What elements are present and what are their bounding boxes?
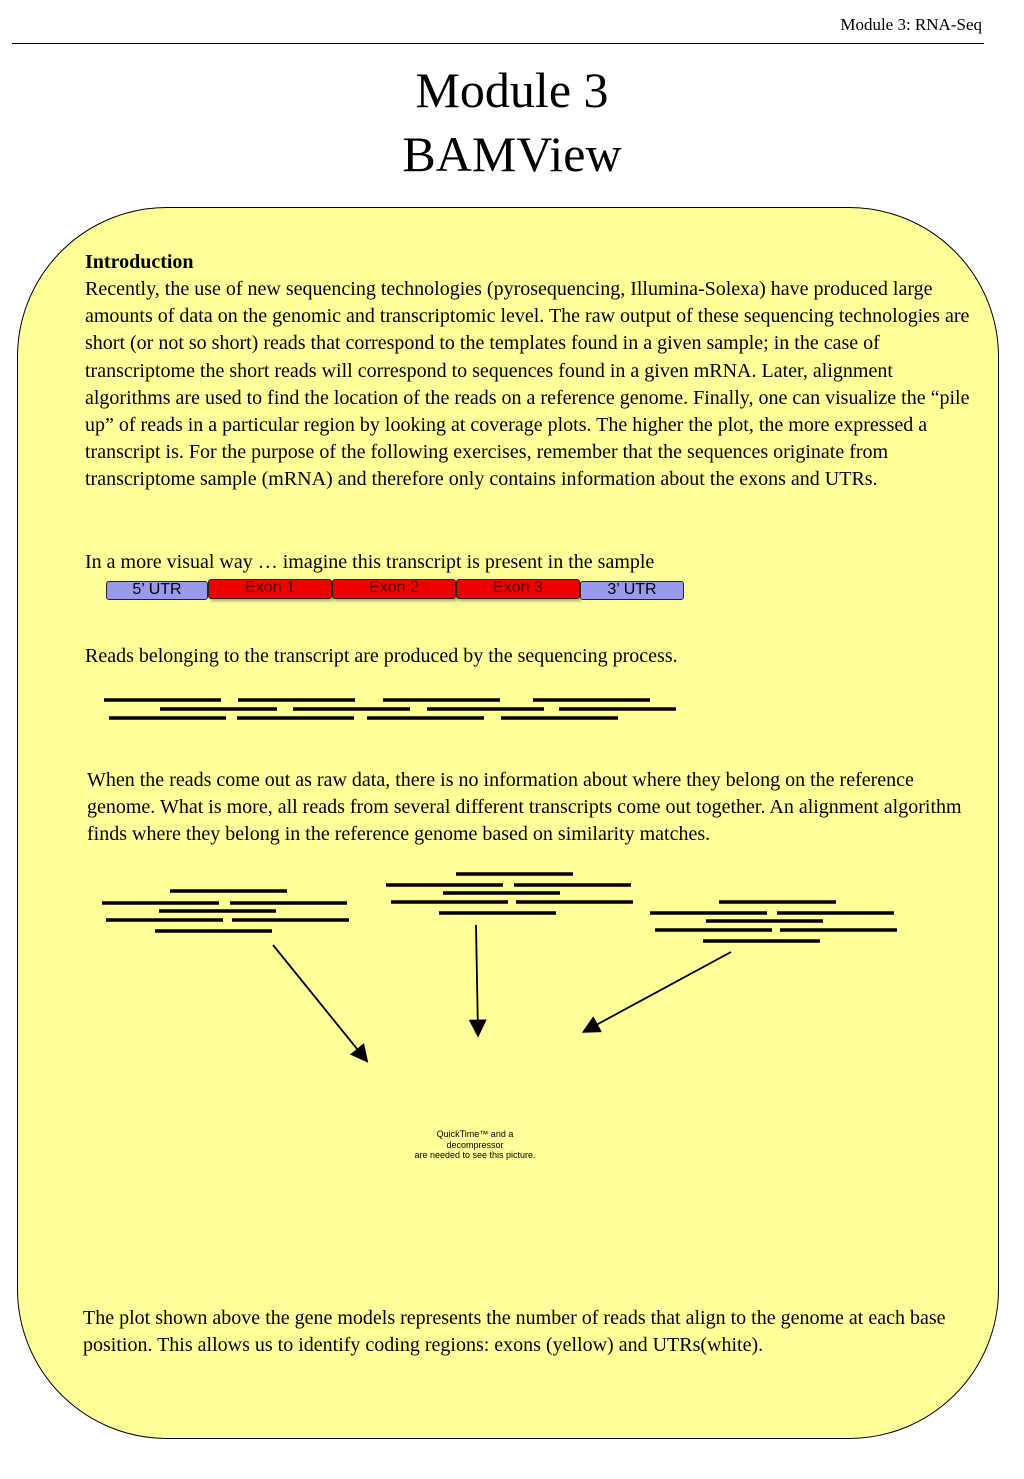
exon3-box: Exon 3 — [456, 579, 580, 599]
raw-reads — [104, 700, 676, 718]
visual-intro-text: In a more visual way … imagine this transcript is present in the sample — [85, 551, 655, 573]
read-cluster-middle — [386, 874, 633, 913]
read-cluster-left — [102, 891, 349, 931]
read-cluster-right — [650, 902, 897, 941]
exon1-box: Exon 1 — [208, 579, 332, 599]
closing-text: The plot shown above the gene models represents the number of reads that align to the genome at each base position. This allows us to identify coding regions: exons (yellow) and UTRs(white). — [83, 1307, 946, 1357]
alignment-text: When the reads come out as raw data, there is no information about where they belong on the reference genome. What is more, all reads from several different transcripts come out together. An alignment algorithm finds where they belong in the reference genome based on similarity matches. — [87, 769, 962, 846]
intro-heading: Introduction — [85, 251, 194, 273]
placeholder-line-1: QuickTime™ and a — [436, 1129, 514, 1139]
alignment-arrows — [273, 925, 731, 1060]
running-header: Module 3: RNA-Seq — [840, 15, 982, 34]
utr3-box: 3’ UTR — [580, 581, 684, 600]
intro-paragraph: Recently, the use of new sequencing technologies (pyrosequencing, Illumina-Solexa) have produced large amounts of data on the genomic and transcriptomic level. The raw output of these sequencing technologies are short (or not so short) reads that correspond to the templates found in a given sample; in the case of transcriptome the short reads will correspond to sequences found in a given mRNA. Later, alignment algorithms are used to find the location of the reads on a reference genome. Finally, one can visualize the “pile up” of reads in a particular region by looking at coverage plots. The higher the plot, the more expressed a transcript is. For the purpose of the following exercises, remember that the sequences originate from transcriptome sample (mRNA) and therefore only contains information about the exons and UTRs. — [85, 278, 970, 491]
placeholder-line-2: decompressor — [446, 1139, 504, 1150]
exon2-box: Exon 2 — [332, 579, 456, 599]
page-subtitle: BAMView — [402, 126, 622, 182]
utr5-box: 5’ UTR — [106, 581, 208, 600]
reads-text: Reads belonging to the transcript are produced by the sequencing process. — [85, 645, 678, 667]
placeholder-line-3: are needed to see this picture. — [414, 1150, 536, 1160]
missing-picture-placeholder — [380, 1129, 570, 1161]
page-title: Module 3 — [415, 62, 609, 118]
